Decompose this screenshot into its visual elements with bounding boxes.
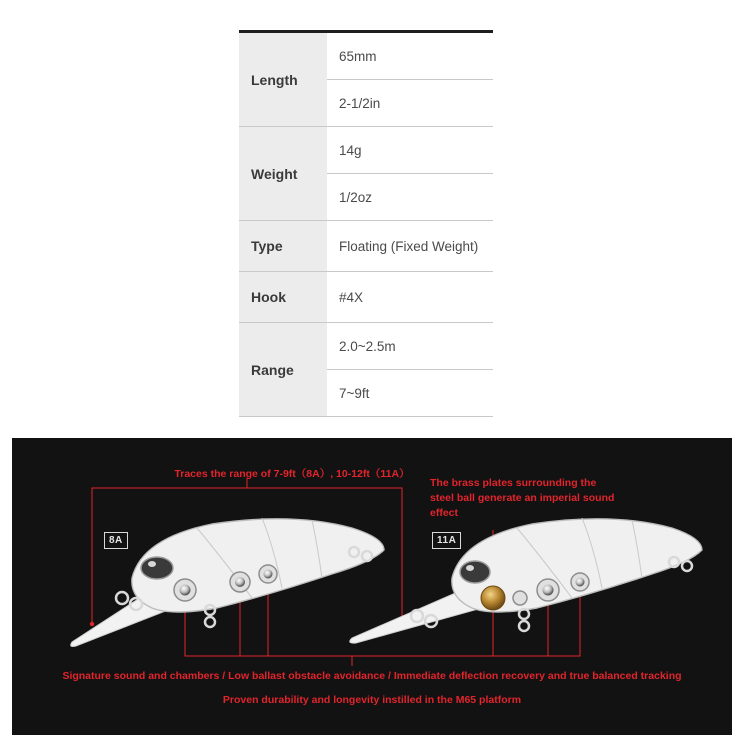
spec-row-weight: [239, 127, 493, 221]
feature-panel: [12, 438, 732, 735]
spec-value: 14g: [339, 142, 362, 158]
brass-caption: The brass plates surrounding the steel ball generate an imperial sound effect: [430, 477, 615, 519]
spec-row-hook: [239, 272, 493, 323]
spec-value: 2.0~2.5m: [339, 338, 396, 354]
spec-row-range: [239, 323, 493, 417]
spec-label: Hook: [239, 272, 327, 322]
model-tag-8a: 8A: [104, 532, 128, 549]
spec-value: 2-1/2in: [327, 79, 493, 126]
range-caption: Traces the range of 7-9ft（8A）, 10-12ft（11A）: [174, 468, 410, 480]
spec-value: 1/2oz: [327, 173, 493, 220]
spec-value: 65mm: [339, 48, 377, 64]
spec-row-type: [239, 221, 493, 272]
spec-label: Range: [239, 323, 327, 416]
lure-11a: [350, 518, 702, 643]
lure-illustration: [12, 438, 732, 735]
spec-label: Length: [239, 33, 327, 126]
spec-value: #4X: [339, 289, 364, 305]
spec-value: Floating (Fixed Weight): [339, 238, 479, 254]
spec-row-length: [239, 33, 493, 127]
model-tag-11a: 11A: [432, 532, 461, 549]
durability-note: Proven durability and longevity instilled in the M65 platform: [222, 694, 522, 706]
spec-label: Type: [239, 221, 327, 271]
spec-table: [239, 30, 493, 417]
spec-value: 7~9ft: [327, 369, 493, 416]
feature-summary: Signature sound and chambers / Low ballast obstacle avoidance / Immediate deflection recovery and true balanced tracking: [62, 670, 682, 682]
spec-label: Weight: [239, 127, 327, 220]
